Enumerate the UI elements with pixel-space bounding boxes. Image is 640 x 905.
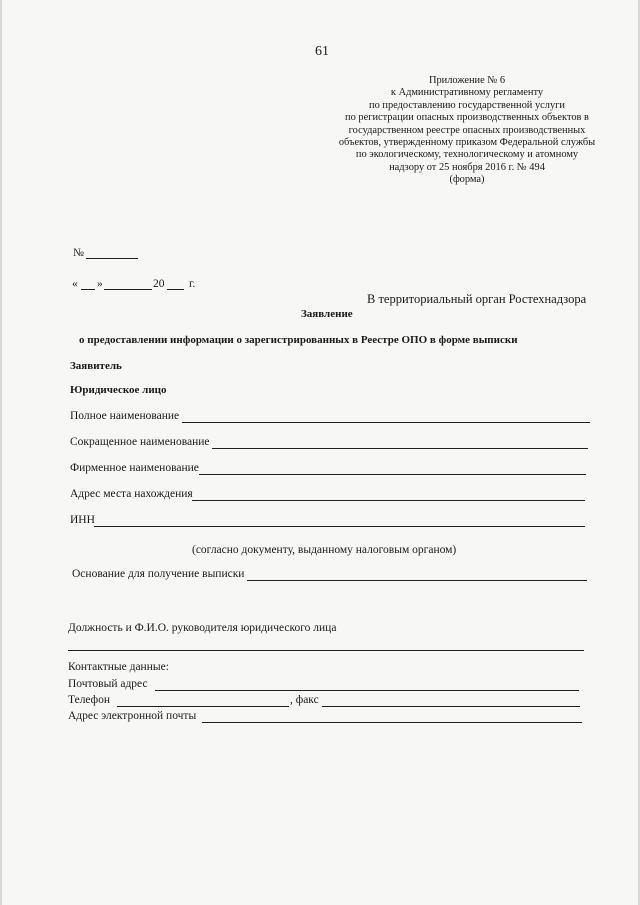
head-position-label: Должность и Ф.И.О. руководителя юридического лица [68, 622, 337, 634]
appendix-line: объектов, утвержденному приказом Федеральной службы [338, 137, 596, 149]
phone-field[interactable] [117, 706, 289, 707]
brand-name-field[interactable] [199, 474, 586, 475]
address-label: Адрес места нахождения [70, 488, 193, 500]
date-year-suffix: г. [189, 278, 196, 290]
short-name-label: Сокращенное наименование [70, 436, 210, 448]
legal-entity-heading: Юридическое лицо [70, 384, 167, 396]
date-day-field[interactable] [81, 289, 95, 290]
contacts-heading: Контактные данные: [68, 661, 169, 673]
applicant-heading: Заявитель [70, 360, 122, 372]
basis-label: Основание для получение выписки [72, 568, 245, 580]
page-number: 61 [315, 44, 329, 59]
appendix-line: по регистрации опасных производственных объектов в [345, 112, 589, 124]
inn-note: (согласно документу, выданному налоговым органом) [192, 544, 457, 556]
appendix-line: (форма) [449, 174, 485, 186]
full-name-label: Полное наименование [70, 410, 180, 422]
appendix-block [324, 75, 610, 187]
appendix-line: по экологическому, технологическому и атомному [355, 149, 579, 161]
postal-field[interactable] [155, 690, 579, 691]
email-field[interactable] [202, 722, 582, 723]
date-month-field[interactable] [104, 289, 152, 290]
recipient-line: В территориальный орган Ростехнадзора [367, 292, 587, 306]
number-label: № [73, 247, 84, 259]
head-position-field[interactable] [68, 650, 584, 651]
document-subtitle: о предоставлении информации о зарегистрированных в Реестре ОПО в форме выписки [79, 334, 518, 346]
appendix-line: надзору от 25 ноября 2016 г. № 494 [389, 161, 545, 173]
document-title: Заявление [301, 308, 353, 320]
inn-field[interactable] [94, 526, 585, 527]
email-label: Адрес электронной почты [68, 710, 197, 722]
short-name-field[interactable] [212, 448, 588, 449]
appendix-line: Приложение № 6 [428, 75, 506, 86]
date-open-quote: « [72, 278, 78, 290]
full-name-field[interactable] [182, 422, 590, 423]
phone-label: Телефон [68, 694, 111, 706]
date-close-quote: » [97, 278, 103, 290]
date-year-field[interactable] [167, 289, 184, 290]
appendix-line: государственном реестре опасных производственных [348, 124, 586, 136]
basis-field[interactable] [247, 580, 587, 581]
postal-label: Почтовый адрес [68, 678, 148, 690]
address-field[interactable] [192, 500, 585, 501]
inn-label: ИНН [70, 514, 95, 526]
brand-name-label: Фирменное наименование [70, 462, 199, 474]
appendix-line: по предоставлению государственной услуги [369, 99, 565, 111]
date-year-prefix: 20 [153, 278, 165, 290]
fax-field[interactable] [322, 706, 580, 707]
appendix-line: к Административному регламенту [390, 87, 544, 99]
fax-label: , факс [290, 694, 319, 706]
number-field[interactable] [86, 258, 138, 259]
